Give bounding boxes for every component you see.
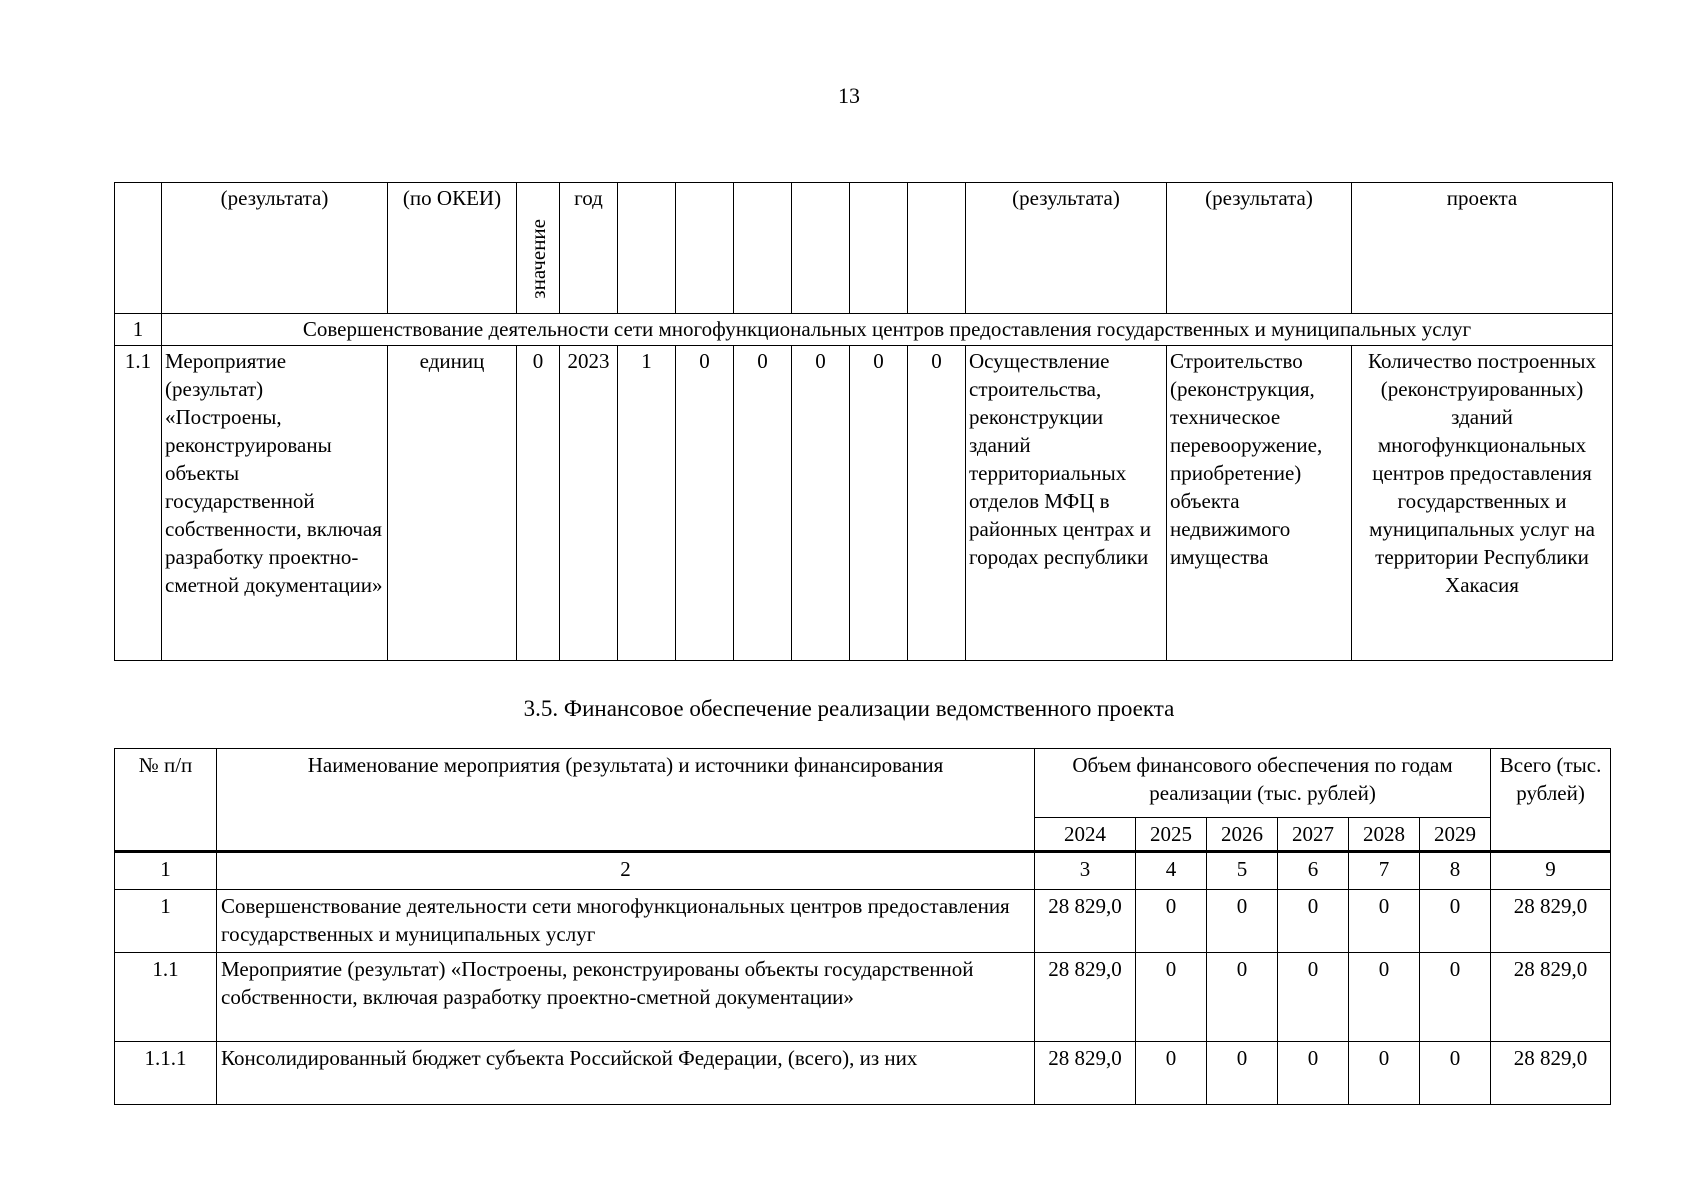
table-row xyxy=(115,1042,1611,1105)
table-row xyxy=(115,953,1611,1042)
column-index: 6 xyxy=(1278,852,1349,890)
row-value: 0 xyxy=(734,346,792,661)
section-number: 1 xyxy=(115,314,162,346)
row-value: 0 xyxy=(1207,1042,1278,1105)
header-cell: проекта xyxy=(1352,183,1613,314)
column-index-row xyxy=(115,852,1611,890)
row-value: 0 xyxy=(1420,953,1491,1042)
header-cell xyxy=(792,183,850,314)
row-value: 0 xyxy=(1207,890,1278,953)
header-name: Наименование мероприятия (результата) и источники финансирования xyxy=(217,749,1035,852)
row-total: 28 829,0 xyxy=(1491,1042,1611,1105)
header-year: 2027 xyxy=(1278,818,1349,852)
row-value: 0 xyxy=(1420,1042,1491,1105)
row-name: Мероприятие (результат) «Построены, реконструированы объекты государственной собственности, включая разработку проектно-сметной документации» xyxy=(217,953,1035,1042)
row-base-year: 2023 xyxy=(560,346,618,661)
row-unit: единиц xyxy=(388,346,517,661)
row-value: 28 829,0 xyxy=(1035,890,1136,953)
header-cell xyxy=(850,183,908,314)
row-name: Совершенствование деятельности сети многофункциональных центров предоставления государственных и муниципальных услуг xyxy=(217,890,1035,953)
header-cell xyxy=(618,183,676,314)
row-number: 1.1 xyxy=(115,346,162,661)
section-heading: 3.5. Финансовое обеспечение реализации ведомственного проекта xyxy=(523,696,1175,721)
row-value: 0 xyxy=(1349,953,1420,1042)
column-index: 7 xyxy=(1349,852,1420,890)
header-volume: Объем финансового обеспечения по годам реализации (тыс. рублей) xyxy=(1035,749,1491,818)
row-characteristic: Количество построенных (реконструированных) зданий многофункциональных центров предоставления государственных и муниципальных услуг на территории Республики Хакасия xyxy=(1352,346,1613,661)
column-index: 2 xyxy=(217,852,1035,890)
column-index: 3 xyxy=(1035,852,1136,890)
financing-table xyxy=(114,748,1611,1105)
section-row xyxy=(115,314,1613,346)
column-index: 5 xyxy=(1207,852,1278,890)
result-characteristics-table xyxy=(114,182,1613,661)
header-cell xyxy=(517,183,560,314)
header-year: 2026 xyxy=(1207,818,1278,852)
header-year: 2028 xyxy=(1349,818,1420,852)
page-number: 13 xyxy=(838,83,860,108)
column-index: 9 xyxy=(1491,852,1611,890)
row-total: 28 829,0 xyxy=(1491,890,1611,953)
row-value: 0 xyxy=(1420,890,1491,953)
row-value: 0 xyxy=(1136,953,1207,1042)
header-cell: (результата) xyxy=(162,183,388,314)
row-total: 28 829,0 xyxy=(1491,953,1611,1042)
header-cell xyxy=(676,183,734,314)
header-cell: (результата) xyxy=(966,183,1167,314)
row-value: 0 xyxy=(676,346,734,661)
row-value: 0 xyxy=(792,346,850,661)
row-value: 0 xyxy=(1136,890,1207,953)
row-value: 0 xyxy=(850,346,908,661)
row-value: 0 xyxy=(1136,1042,1207,1105)
row-kind: Строительство (реконструкция, техническое перевооружение, приобретение) объекта недвижимого имущества xyxy=(1167,346,1352,661)
row-value: 0 xyxy=(1278,1042,1349,1105)
row-number: 1.1.1 xyxy=(115,1042,217,1105)
row-number: 1 xyxy=(115,890,217,953)
row-name: Консолидированный бюджет субъекта Российской Федерации, (всего), из них xyxy=(217,1042,1035,1105)
header-total: Всего (тыс. рублей) xyxy=(1491,749,1611,852)
column-index: 1 xyxy=(115,852,217,890)
row-value: 0 xyxy=(908,346,966,661)
header-year: 2029 xyxy=(1420,818,1491,852)
header-cell xyxy=(734,183,792,314)
header-num: № п/п xyxy=(115,749,217,852)
header-cell: (результата) xyxy=(1167,183,1352,314)
row-value: 0 xyxy=(1207,953,1278,1042)
row-value: 1 xyxy=(618,346,676,661)
row-value: 0 xyxy=(1278,953,1349,1042)
header-cell xyxy=(908,183,966,314)
header-year: 2025 xyxy=(1136,818,1207,852)
row-base-value: 0 xyxy=(517,346,560,661)
header-year: 2024 xyxy=(1035,818,1136,852)
row-number: 1.1 xyxy=(115,953,217,1042)
row-value: 28 829,0 xyxy=(1035,953,1136,1042)
header-vertical-label: значение xyxy=(526,219,550,299)
row-value: 0 xyxy=(1278,890,1349,953)
table-header-row xyxy=(115,749,1611,818)
column-index: 8 xyxy=(1420,852,1491,890)
row-type: Осуществление строительства, реконструкции зданий территориальных отделов МФЦ в районных центрах и городах республики xyxy=(966,346,1167,661)
row-value: 0 xyxy=(1349,1042,1420,1105)
header-cell: год xyxy=(560,183,618,314)
section-title-cell: Совершенствование деятельности сети многофункциональных центров предоставления государственных и муниципальных услуг xyxy=(162,314,1613,346)
row-name: Мероприятие (результат) «Построены, реконструированы объекты государственной собственности, включая разработку проектно-сметной документации» xyxy=(162,346,388,661)
row-value: 28 829,0 xyxy=(1035,1042,1136,1105)
table-row xyxy=(115,890,1611,953)
column-index: 4 xyxy=(1136,852,1207,890)
table-header-row xyxy=(115,183,1613,314)
table-row xyxy=(115,346,1613,661)
header-cell xyxy=(115,183,162,314)
header-cell: (по ОКЕИ) xyxy=(388,183,517,314)
row-value: 0 xyxy=(1349,890,1420,953)
